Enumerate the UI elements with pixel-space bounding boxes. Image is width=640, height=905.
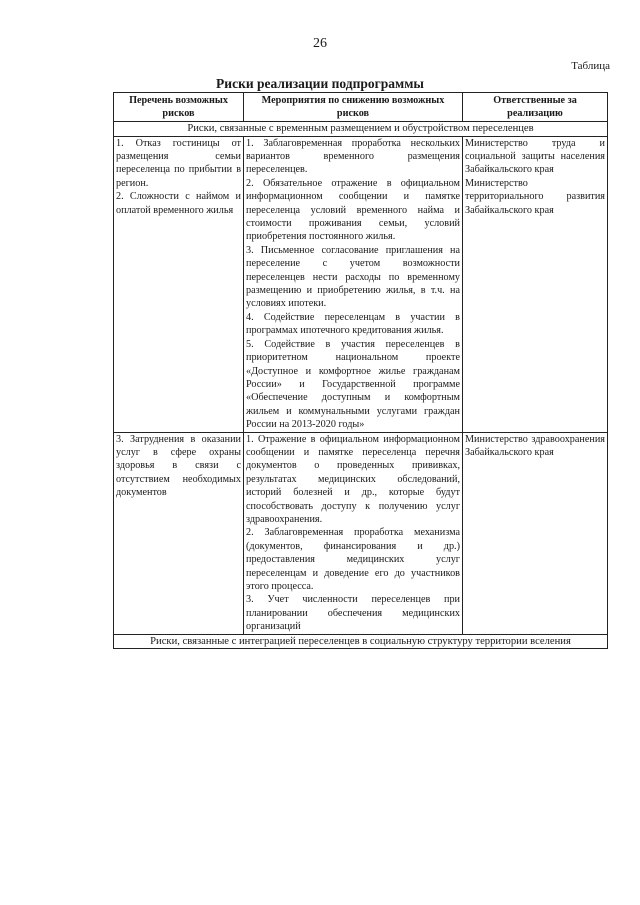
header-responsible: Ответственные за реализацию: [463, 93, 608, 122]
table-row: [114, 136, 608, 432]
header-risks: Перечень возможных рисков: [114, 93, 244, 122]
table-header-row: [114, 93, 608, 122]
table-label: Таблица: [571, 60, 610, 72]
section-title-temporary-housing: Риски, связанные с временным размещением и обустройством переселенцев: [114, 122, 608, 137]
risks-cell: [114, 432, 244, 634]
table-row: [114, 432, 608, 634]
risks-cell: [114, 136, 244, 432]
responsible-item: Министерство труда и социальной защиты населения Забайкальского края: [465, 137, 605, 176]
measure-item: 3. Учет численности переселенцев при планировании обеспечения медицинских организаций: [246, 594, 460, 633]
section-row: [114, 122, 608, 137]
responsible-item: Министерство территориального развития Забайкальского края: [465, 177, 605, 216]
measure-item: 3. Письменное согласование приглашения на переселение с учетом возможности переселенцев нести расходы по временному размещению и приобретению жилья, в т.ч. на условиях ипотеки.: [246, 244, 460, 310]
measure-item: 2. Заблаговременная проработка механизма (документов, финансирования и др.) предоставления медицинских услуг переселенцам и доведение его до участников этого процесса.: [246, 527, 460, 592]
measure-item: 4. Содействие переселенцам в участии в программах ипотечного кредитования жилья.: [246, 311, 460, 337]
measure-item: 2. Обязательное отражение в официальном информационном сообщении и памятке переселенца условий временного найма и стоимости проживания семьи, условий приобретения постоянного жилья.: [246, 177, 460, 243]
header-measures: Мероприятия по снижению возможных рисков: [244, 93, 463, 122]
section-row: [114, 634, 608, 649]
measures-cell: [244, 136, 463, 432]
risk-item: 1. Отказ гостиницы от размещения семьи переселенца по прибытии в регион.: [116, 137, 241, 189]
page-number: 26: [313, 36, 327, 51]
risk-item: 3. Затруднения в оказании услуг в сфере охраны здоровья в связи с отсутствием необходимых документов: [116, 433, 241, 499]
risk-table: [113, 92, 608, 649]
risk-item: 2. Сложности с наймом и оплатой временного жилья: [116, 191, 241, 216]
measure-item: 1. Заблаговременная проработка нескольких вариантов временного размещения переселенцев.: [246, 137, 460, 176]
section-title-integration: Риски, связанные с интеграцией переселенцев в социальную структуру территории вселения: [114, 634, 608, 649]
responsible-cell: [463, 136, 608, 432]
responsible-cell: [463, 432, 608, 634]
measures-cell: [244, 432, 463, 634]
measure-item: 1. Отражение в официальном информационном сообщении и памятке переселенца перечня документов о проведенных прививках, результатах медицинских обследований, историй болезней и др., которые будут способствовать доступу к получению услуг здравоохранения.: [246, 433, 460, 525]
measure-item: 5. Содействие в участия переселенцев в приоритетном национальном проекте «Доступное и комфортное жилье гражданам России» и Государственной программе «Обеспечение доступным и комфортным жильем и коммунальными услугами граждан России на 2013-2020 годы»: [246, 338, 460, 431]
responsible-item: Министерство здравоохранения Забайкальского края: [465, 433, 605, 458]
document-title: Риски реализации подпрограммы: [216, 76, 424, 91]
